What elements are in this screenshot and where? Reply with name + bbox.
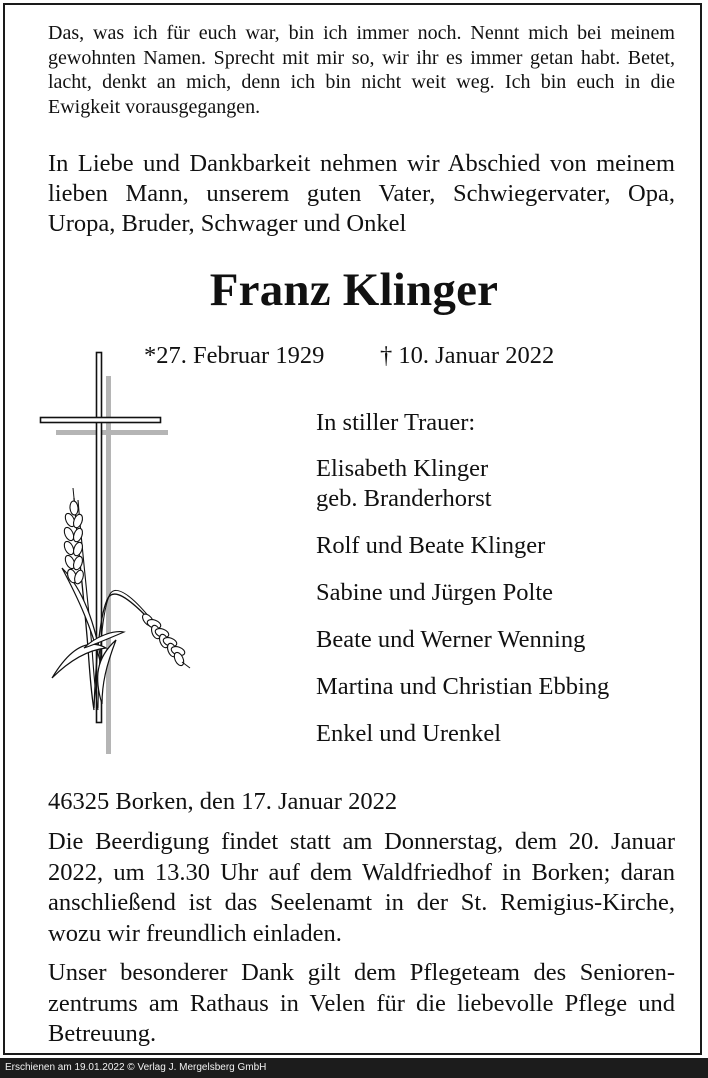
mourner-name: Rolf und Beate Klinger [316,532,546,559]
mourner-entry [316,625,686,655]
funeral-info: Die Beerdigung findet statt am Donnerstag, dem 20. Januar 2022, um 13.30 Uhr auf dem Waldfriedhof in Borken; daran anschließend ist das Seelenamt in der St. Remigius-Kirche, wozu wir freundlich einladen. [48,828,675,947]
mourner-entry [316,531,686,561]
mourner-name: Enkel und Urenkel [316,720,502,747]
mourner-entry [316,672,686,702]
mourner-name: Sabine und Jürgen Polte [316,579,554,606]
mourner-name: Elisabeth Klinger [316,455,489,482]
mourner-entry [316,454,686,514]
mourner-name: Beate und Werner Wenning [316,626,586,653]
thanks-text: Unser besonderer Dank gilt dem Pflegeteam des Seniorenzentrums am Rathaus in Velen für die liebevolle Pflege und Betreuung. [48,959,675,1047]
intro-text: In Liebe und Dankbarkeit nehmen wir Abschied von meinem lieben Mann, unserem guten Vater, Schwiegervater, Opa, Uropa, Bruder, Schwager und Onkel [48,150,675,238]
mourner-entry [316,578,686,608]
publication-footer: Erschienen am 19.01.2022 © Verlag J. Mergelsberg GmbH [0,1058,708,1078]
poem-text: Das, was ich für euch war, bin ich immer noch. Nennt mich bei meinem gewohnten Namen. Sprecht mit mir so, wir ihr es immer getan habt. Betet, lacht, denkt an mich, denn ich bin nicht weit weg. Ich bin euch in die Ewigkeit vorausgegangen. [48,22,675,118]
mourner-entry [316,719,686,749]
mourner-name: Martina und Christian Ebbing [316,673,610,700]
mourners-section [316,408,686,749]
birth-date: *27. Februar 1929 [144,342,325,369]
death-date: † 10. Januar 2022 [380,342,555,369]
mourning-heading: In stiller Trauer: [316,409,476,436]
place-date: 46325 Borken, den 17. Januar 2022 [48,788,398,815]
mourner-name: geb. Branderhorst [316,485,492,512]
cross-with-wheat-icon [36,348,196,758]
deceased-name: Franz Klinger [209,264,499,316]
